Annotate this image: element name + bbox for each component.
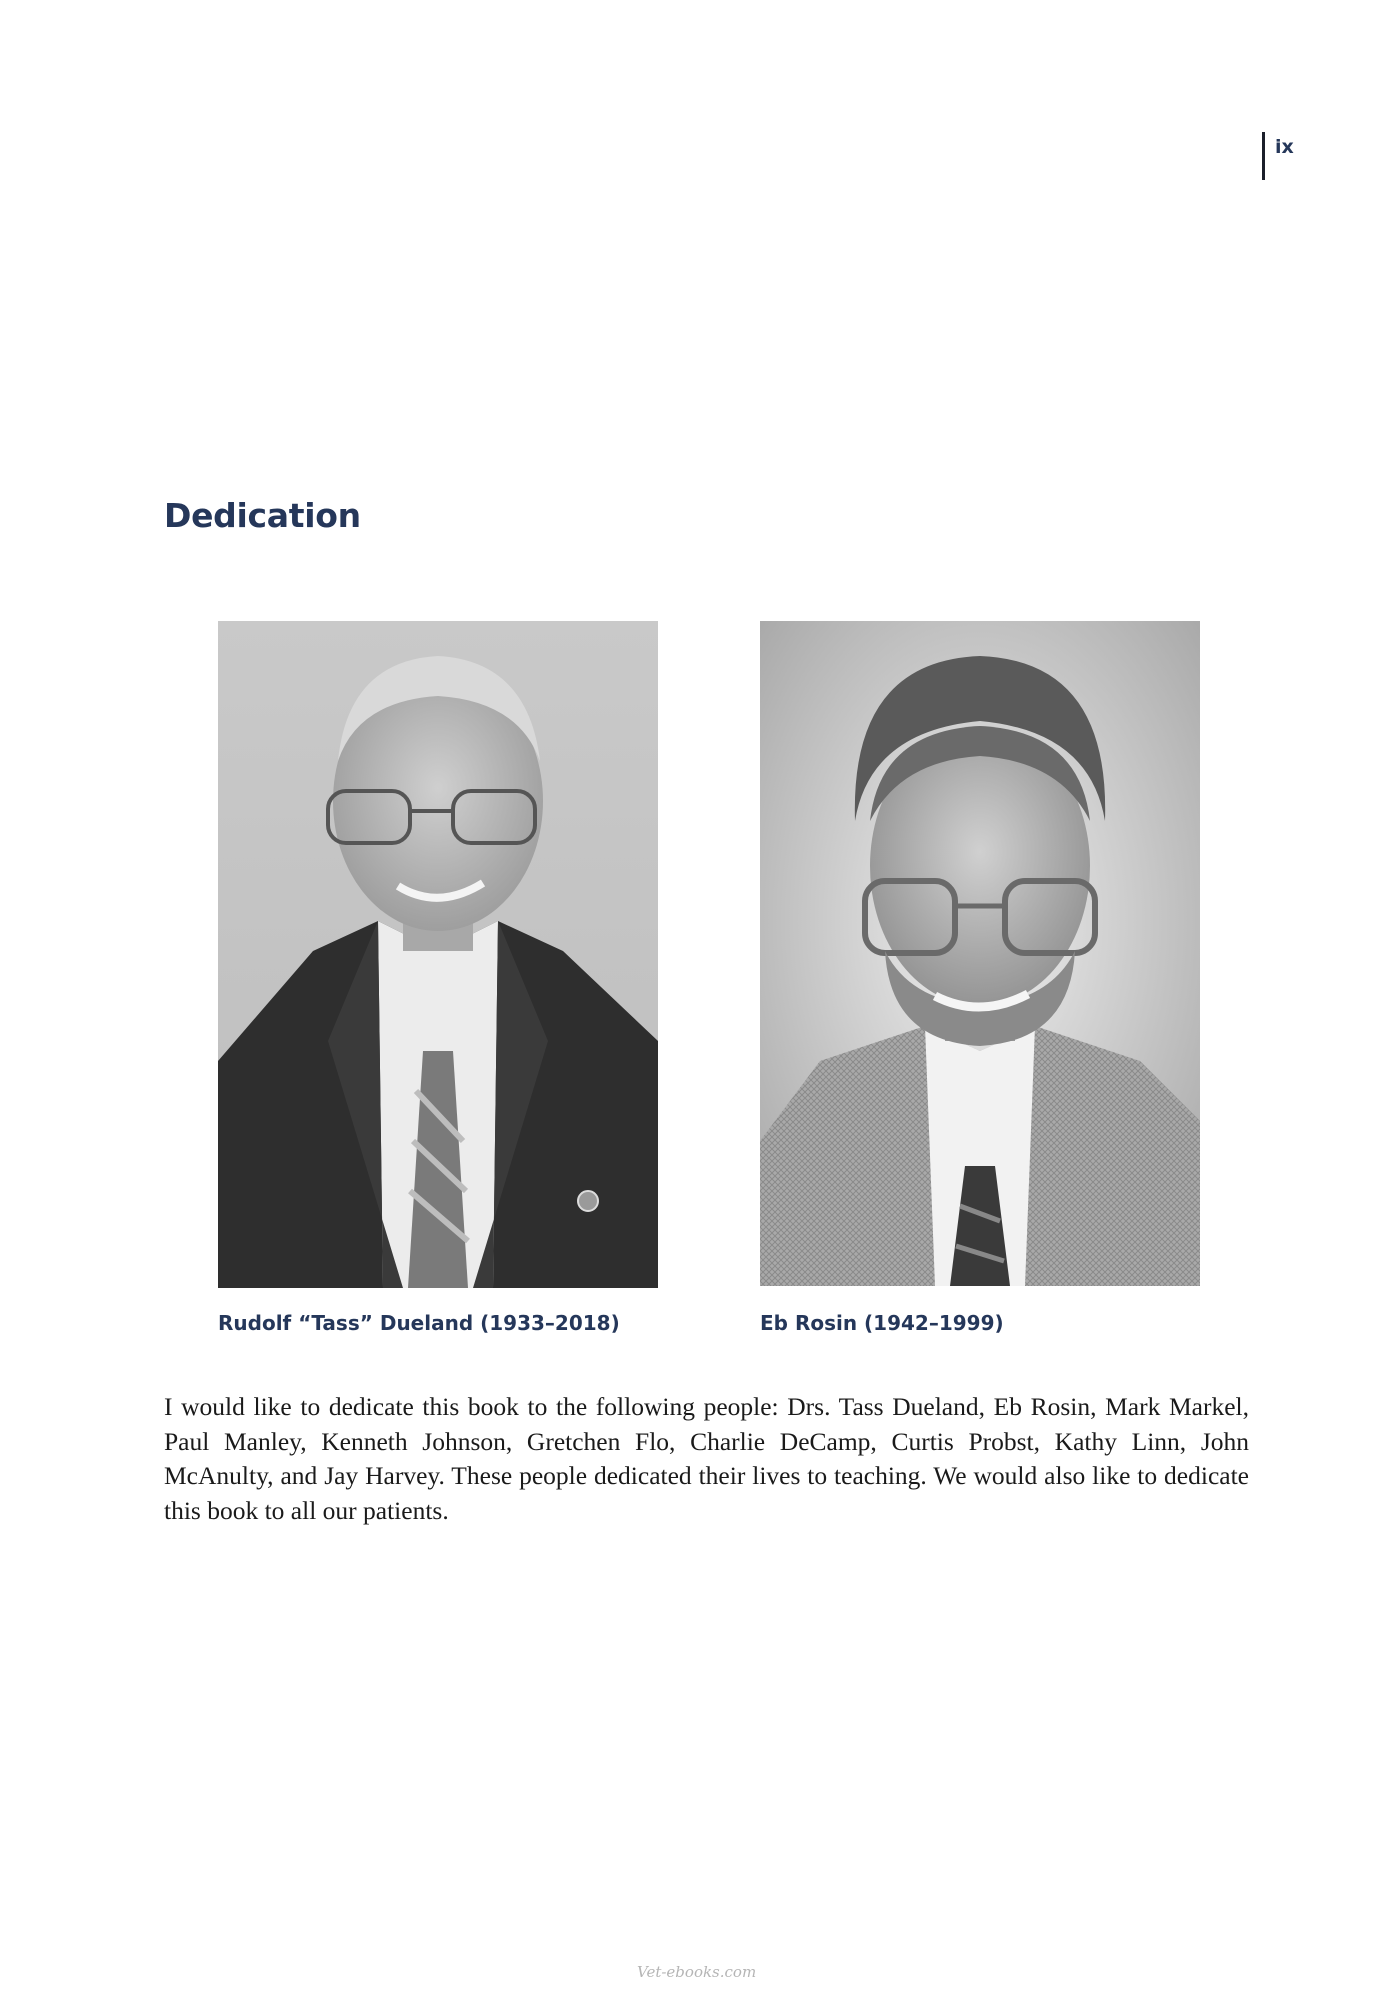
dedication-paragraph: I would like to dedicate this book to the following people: Drs. Tass Dueland, Eb Rosin, Mark Markel, Paul Manley, Kenneth Johnson, Gretchen Flo, Charlie DeCamp, Curtis Probst, Kathy Linn, John McAnulty, and Jay Harvey. These people dedicated their lives to teaching. We would also like to dedicate this book to all our patients.	[164, 1392, 1249, 1525]
page-number: ix	[1275, 136, 1294, 158]
watermark: Vet-ebooks.com	[637, 1963, 757, 1981]
page-number-rule	[1262, 132, 1265, 180]
portrait-photo-dueland	[218, 621, 658, 1288]
photo-caption-rosin: Eb Rosin (1942–1999)	[760, 1311, 1004, 1335]
portrait-rosin-image	[760, 621, 1200, 1286]
portrait-dueland-image	[218, 621, 658, 1288]
page-title: Dedication	[164, 496, 361, 535]
portrait-photo-rosin	[760, 621, 1200, 1286]
photo-caption-dueland: Rudolf “Tass” Dueland (1933–2018)	[218, 1311, 620, 1335]
